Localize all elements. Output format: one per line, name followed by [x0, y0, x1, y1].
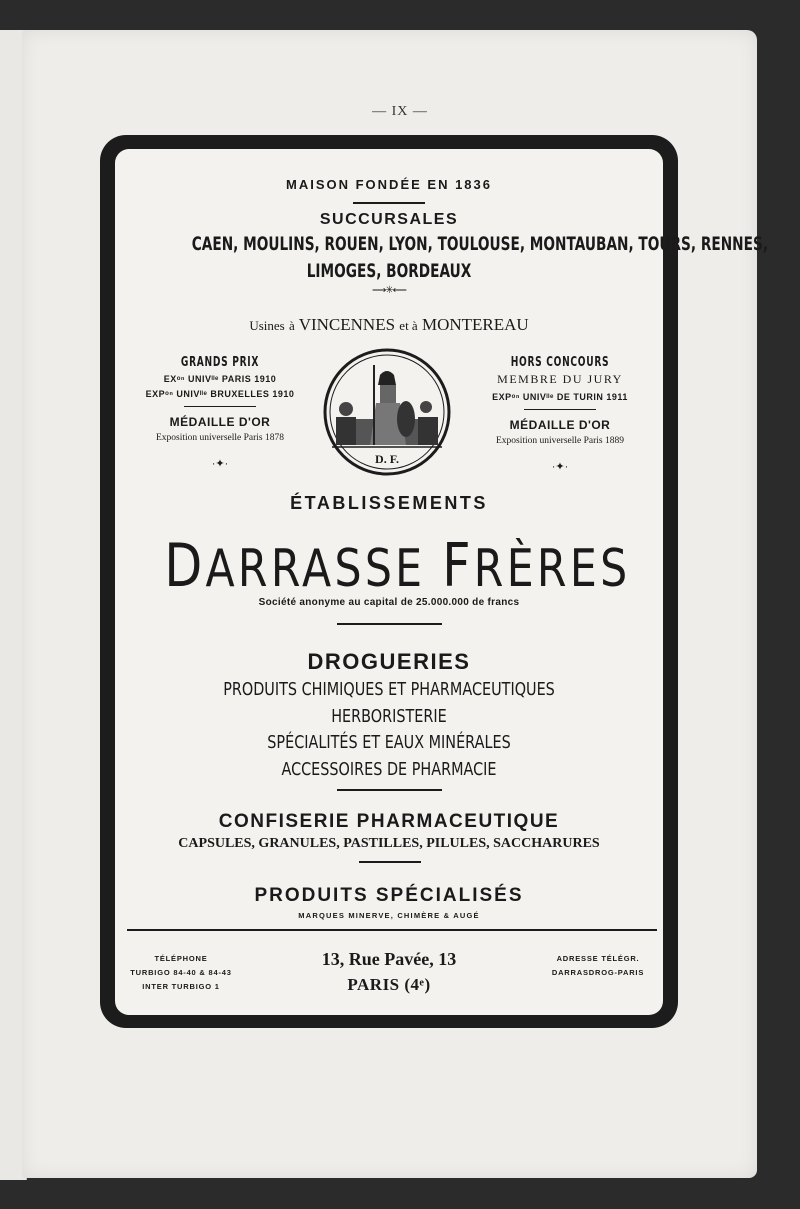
telephone-label: TÉLÉPHONE — [154, 954, 208, 963]
ornament: ·✦· — [551, 461, 569, 473]
divider — [353, 202, 425, 204]
specialties-heading: PRODUITS SPÉCIALISÉS — [254, 885, 524, 906]
company-initial-d: D — [164, 531, 206, 601]
divider — [337, 623, 442, 625]
factories-sep2: et à — [399, 318, 418, 333]
brands-line: MARQUES MINERVE, CHIMÈRE & AUGÉ — [298, 911, 480, 920]
telegraph-address: DARRASDROG-PARIS — [551, 968, 645, 977]
street-address: 13, Rue Pavée, 13 — [321, 949, 457, 969]
award-line2: EXPᵒⁿ UNIVˡˡᵉ BRUXELLES 1910 — [145, 389, 295, 399]
company-initial-f: F — [442, 531, 474, 601]
page-number: — IX — — [372, 104, 428, 119]
awards-right — [475, 355, 645, 473]
hors-concours-title: HORS CONCOURS — [510, 355, 610, 370]
telephone-line2: INTER TURBIGO 1 — [142, 982, 220, 991]
founded-line: MAISON FONDÉE EN 1836 — [286, 177, 492, 192]
telegraph-block — [533, 952, 663, 980]
jury-member: MEMBRE DU JURY — [497, 372, 623, 386]
divider — [524, 409, 596, 410]
gold-medal-label: MÉDAILLE D'OR — [509, 418, 611, 432]
award-line1: EXᵒⁿ UNIVˡˡᵉ PARIS 1910 — [163, 374, 277, 384]
confiserie-heading: CONFISERIE PHARMACEUTIQUE — [218, 811, 560, 832]
gold-medal-label: MÉDAILLE D'OR — [169, 415, 271, 429]
divider — [359, 861, 421, 863]
branches-list-line2: LIMOGES, BORDEAUX — [306, 260, 472, 282]
product-line1: PRODUITS CHIMIQUES ET PHARMACEUTIQUES — [223, 679, 555, 700]
product-line3: SPÉCIALITÉS ET EAUX MINÉRALES — [267, 732, 511, 753]
expo-1889: Exposition universelle Paris 1889 — [496, 436, 624, 446]
confiserie-items: CAPSULES, GRANULES, PASTILLES, PILULES, SACCHARURES — [178, 836, 600, 851]
divider — [337, 789, 442, 791]
ornament-divider: ⟶✳⟵ — [371, 285, 407, 296]
emblem-initials: D. F. — [375, 452, 399, 466]
minerva-emblem — [322, 347, 452, 477]
branches-list-line1: CAEN, MOULINS, ROUEN, LYON, TOULOUSE, MONTAUBAN, TOURS, RENNES, — [191, 233, 769, 255]
drogueries-heading: DROGUERIES — [307, 649, 471, 674]
advertisement-frame — [100, 135, 769, 1028]
company-name — [164, 531, 631, 601]
product-line4: ACCESSOIRES DE PHARMACIE — [281, 759, 497, 780]
factories-prefix: Usines — [249, 318, 285, 333]
footer-divider — [127, 929, 657, 931]
telegraph-label: ADRESSE TÉLÉGR. — [556, 954, 640, 963]
ornament: ·✦· — [211, 458, 229, 470]
establishments-heading: ÉTABLISSEMENTS — [290, 493, 488, 513]
expo-1878: Exposition universelle Paris 1878 — [156, 433, 284, 443]
factories-city2: MONTEREAU — [421, 315, 529, 334]
company-word-rest: ARRASSE — [205, 539, 426, 599]
factories-line — [115, 315, 663, 335]
awards-left — [135, 355, 305, 470]
branches-title: SUCCURSALES — [319, 211, 459, 228]
divider — [184, 406, 256, 407]
award-turin: EXPᵒⁿ UNIVˡˡᵉ DE TURIN 1911 — [492, 392, 628, 402]
telephone-line1: TURBIGO 84-40 & 84-43 — [130, 968, 232, 977]
company-word2-rest: RÈRES — [473, 539, 631, 599]
factories-city1: VINCENNES — [298, 315, 396, 334]
company-capital: Société anonyme au capital de 25.000.000 de francs — [258, 597, 520, 608]
factories-sep1: à — [288, 318, 295, 333]
city-line: PARIS (4ᵉ) — [347, 975, 431, 994]
advertisement — [115, 149, 769, 1015]
grand-prix-title: GRANDS PRIX — [180, 355, 260, 370]
product-line2: HERBORISTERIE — [331, 706, 447, 727]
